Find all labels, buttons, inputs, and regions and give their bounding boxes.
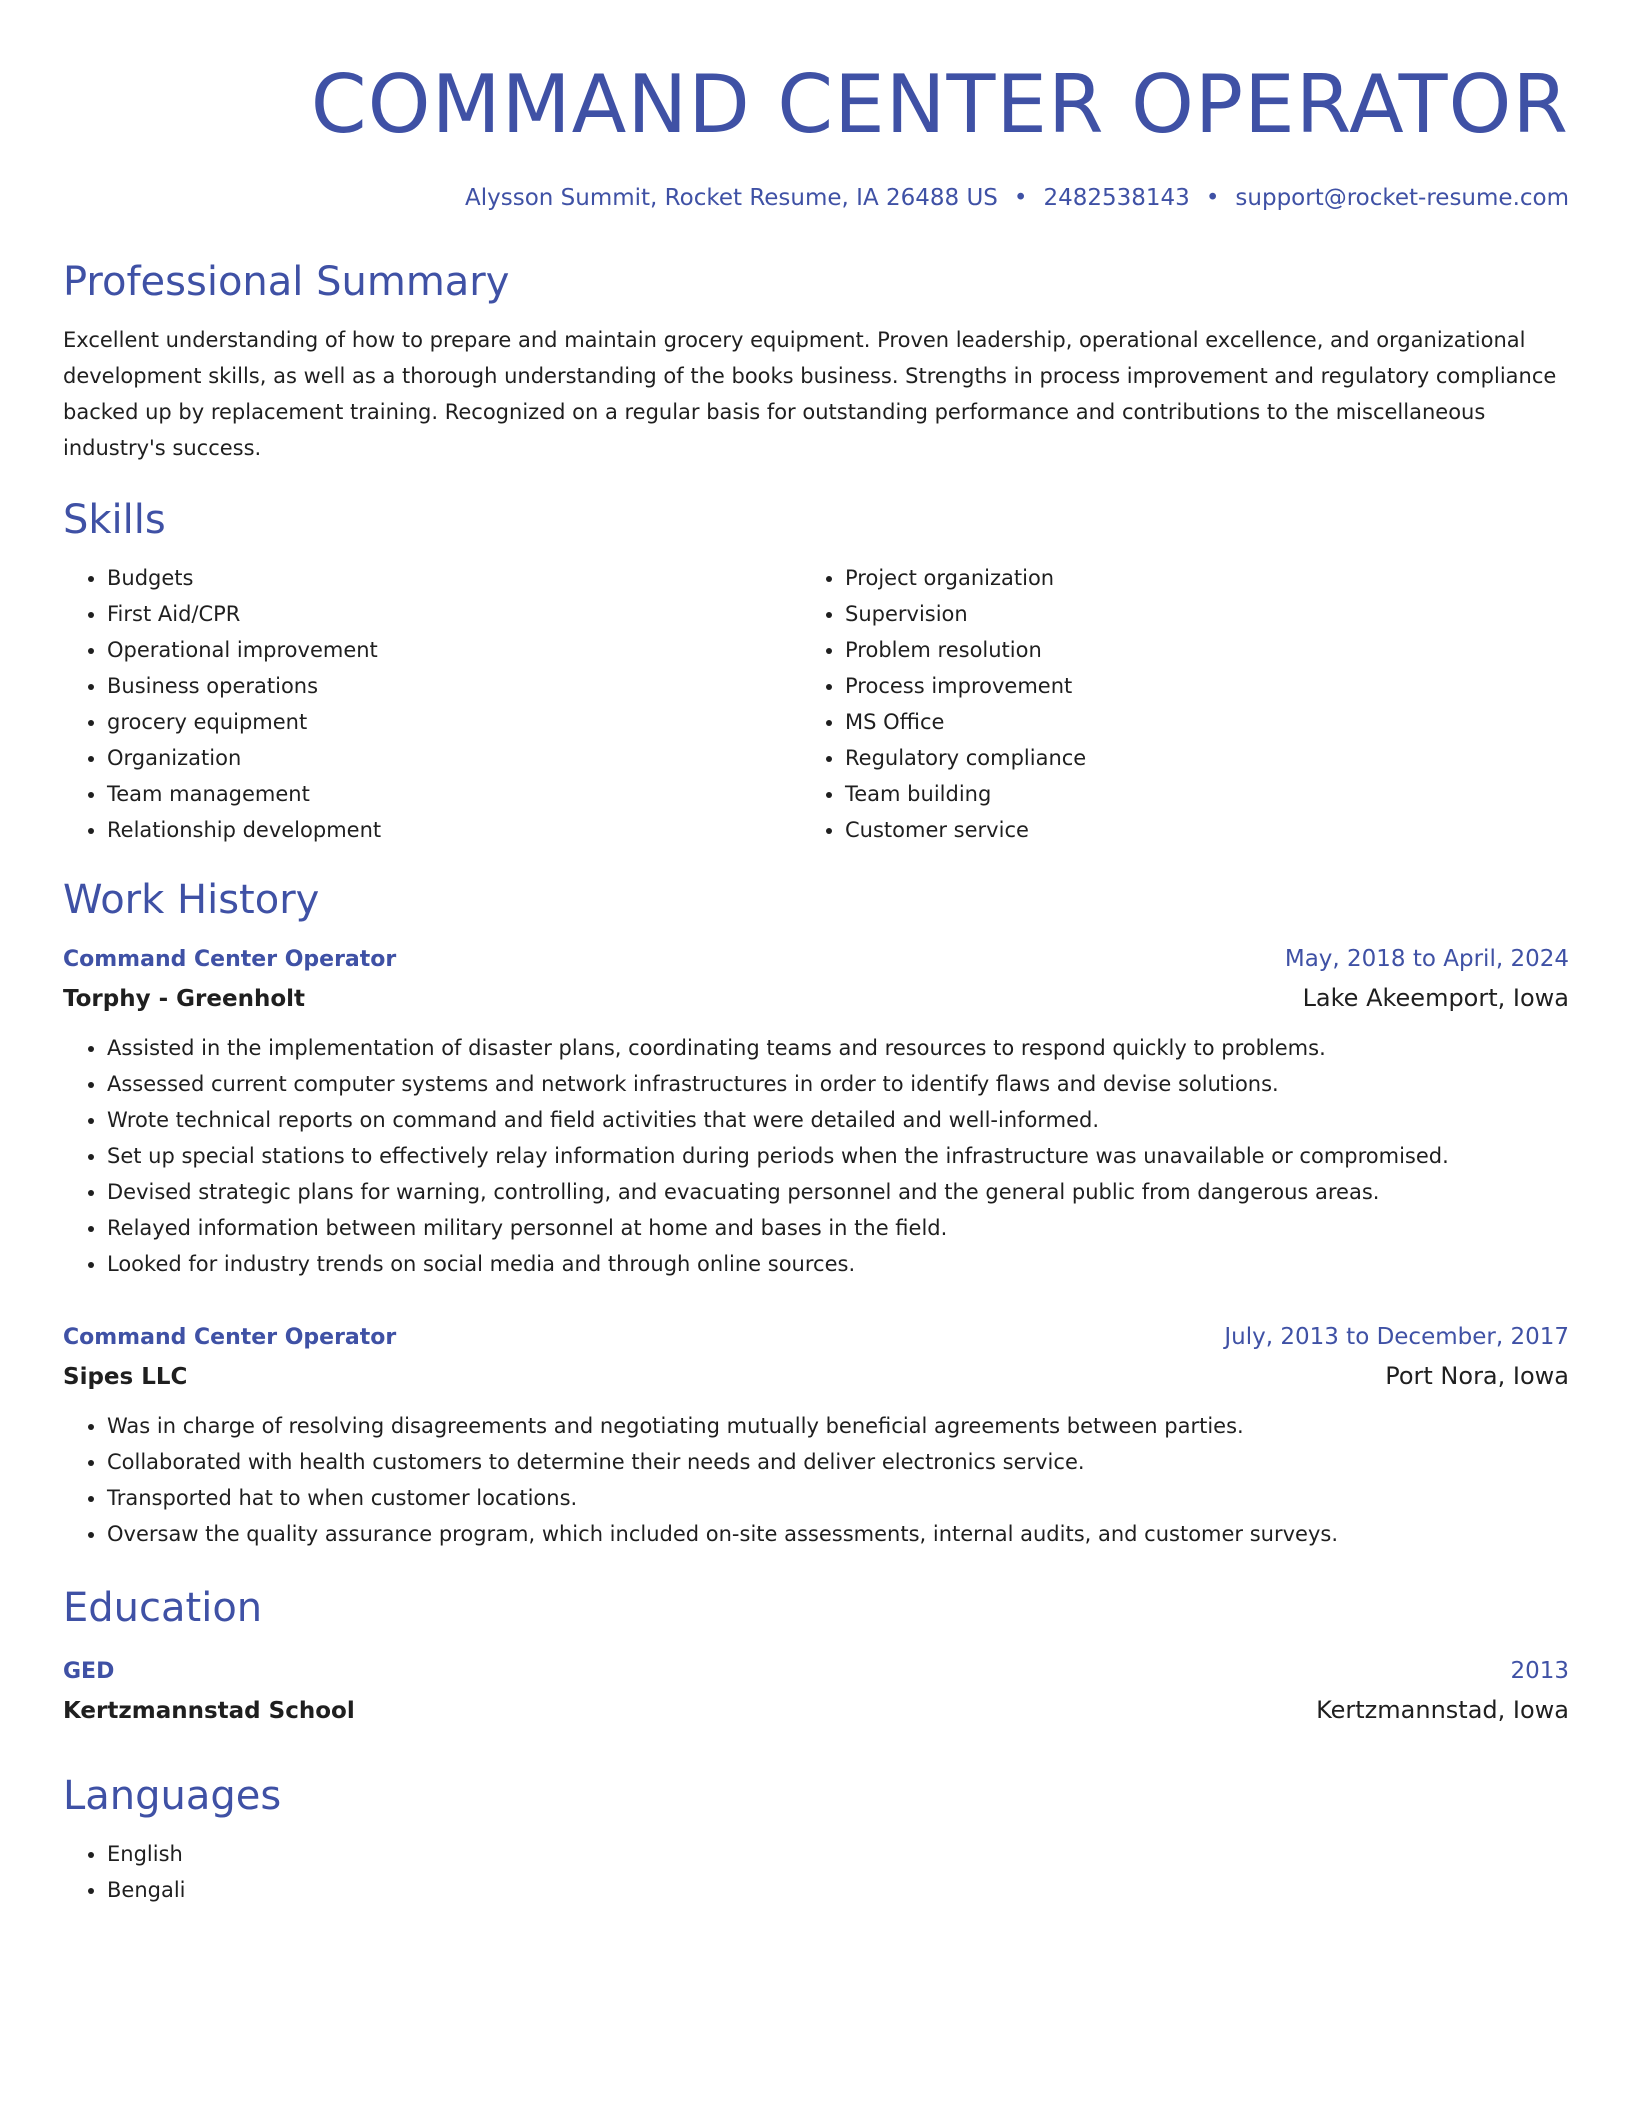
section-heading: Skills xyxy=(63,497,166,543)
job-duty: • Collaborated with health customers to determine their needs and deliver electronics service. xyxy=(107,1444,1569,1480)
job-duty: • Assisted in the implementation of disaster plans, coordinating teams and resources to respond quickly to problems. xyxy=(107,1030,1569,1066)
skills-list-right xyxy=(801,560,1539,848)
section-heading: Work History xyxy=(63,877,320,923)
skills-column-left xyxy=(63,560,801,848)
education-entry xyxy=(63,1652,1569,1730)
job-duty: • Oversaw the quality assurance program, which included on-site assessments, internal audits, and customer surveys. xyxy=(107,1516,1569,1552)
job-dates: May, 2018 to April, 2024 xyxy=(1284,946,1569,972)
job-position: Command Center Operator xyxy=(63,947,397,972)
education-location: Kertzmannstad, Iowa xyxy=(1316,1696,1569,1724)
professional-summary-section xyxy=(63,256,1569,466)
job-company: Torphy - Greenholt xyxy=(63,986,306,1012)
contact-phone: 2482538143 xyxy=(1043,185,1190,211)
job-duty: • Transported hat to when customer locations. xyxy=(107,1480,1569,1516)
contact-separator: • xyxy=(1013,185,1028,211)
job-title-row xyxy=(63,940,1569,979)
language-item: • Bengali xyxy=(107,1872,1569,1908)
job-duties-list xyxy=(63,1030,1569,1282)
education-school: Kertzmannstad School xyxy=(63,1698,355,1724)
skill-item: • Team management xyxy=(107,776,801,812)
skill-item: • Customer service xyxy=(845,812,1539,848)
education-degree-row xyxy=(63,1652,1569,1691)
skills-section xyxy=(63,494,1569,848)
skill-item: • Process improvement xyxy=(845,668,1539,704)
job-title: COMMAND CENTER OPERATOR xyxy=(310,58,1569,151)
education-section xyxy=(63,1582,1569,1730)
job-entry xyxy=(63,1318,1569,1552)
job-duties-list xyxy=(63,1408,1569,1552)
skill-item: • Business operations xyxy=(107,668,801,704)
job-position: Command Center Operator xyxy=(63,1325,397,1350)
skill-item: • Team building xyxy=(845,776,1539,812)
education-year: 2013 xyxy=(1510,1658,1569,1684)
skill-item: • Relationship development xyxy=(107,812,801,848)
job-company-row xyxy=(63,979,1569,1018)
job-location: Lake Akeemport, Iowa xyxy=(1302,984,1569,1012)
education-degree: GED xyxy=(63,1659,115,1684)
job-duty: • Looked for industry trends on social media and through online sources. xyxy=(107,1246,1569,1282)
languages-section xyxy=(63,1770,1569,1908)
language-item: • English xyxy=(107,1836,1569,1872)
job-duty: • Devised strategic plans for warning, controlling, and evacuating personnel and the general public from dangerous areas. xyxy=(107,1174,1569,1210)
skills-grid xyxy=(63,560,1569,848)
job-duty: • Set up special stations to effectively relay information during periods when the infrastructure was unavailable or compromised. xyxy=(107,1138,1569,1174)
skills-column-right xyxy=(801,560,1539,848)
section-heading: Education xyxy=(63,1585,263,1631)
job-duty: • Was in charge of resolving disagreements and negotiating mutually beneficial agreements between parties. xyxy=(107,1408,1569,1444)
skill-item: • Operational improvement xyxy=(107,632,801,668)
contact-separator: • xyxy=(1205,185,1220,211)
skill-item: • Project organization xyxy=(845,560,1539,596)
job-company: Sipes LLC xyxy=(63,1364,188,1390)
work-history-section xyxy=(63,874,1569,1552)
contact-line xyxy=(63,182,1569,214)
job-duty: • Wrote technical reports on command and field activities that were detailed and well-informed. xyxy=(107,1102,1569,1138)
skill-item: • Budgets xyxy=(107,560,801,596)
job-dates: July, 2013 to December, 2017 xyxy=(1224,1324,1569,1350)
skill-item: • Problem resolution xyxy=(845,632,1539,668)
resume-header xyxy=(63,50,1569,214)
job-company-row xyxy=(63,1357,1569,1396)
job-duty: • Relayed information between military personnel at home and bases in the field. xyxy=(107,1210,1569,1246)
skills-list-left xyxy=(63,560,801,848)
contact-email: support@rocket-resume.com xyxy=(1235,185,1569,211)
job-entry xyxy=(63,940,1569,1282)
education-school-row xyxy=(63,1691,1569,1730)
skill-item: • grocery equipment xyxy=(107,704,801,740)
skill-item: • Regulatory compliance xyxy=(845,740,1539,776)
skill-item: • First Aid/CPR xyxy=(107,596,801,632)
section-heading: Professional Summary xyxy=(63,259,510,305)
skill-item: • MS Office xyxy=(845,704,1539,740)
job-title-row xyxy=(63,1318,1569,1357)
skill-item: • Organization xyxy=(107,740,801,776)
section-heading: Languages xyxy=(63,1773,282,1819)
job-duty: • Assessed current computer systems and network infrastructures in order to identify flaws and devise solutions. xyxy=(107,1066,1569,1102)
job-location: Port Nora, Iowa xyxy=(1385,1362,1569,1390)
languages-list xyxy=(63,1836,1569,1908)
summary-text: Excellent understanding of how to prepare and maintain grocery equipment. Proven leadership, operational excellence, and organizational development skills, as well as a thorough understanding of the books business. Strengths in process improvement and regulatory compliance backed up by replacement training. Recognized on a regular basis for outstanding performance and contributions to the miscellaneous industry's success. xyxy=(63,328,1557,460)
contact-address: Alysson Summit, Rocket Resume, IA 26488 US xyxy=(465,185,998,211)
skill-item: • Supervision xyxy=(845,596,1539,632)
